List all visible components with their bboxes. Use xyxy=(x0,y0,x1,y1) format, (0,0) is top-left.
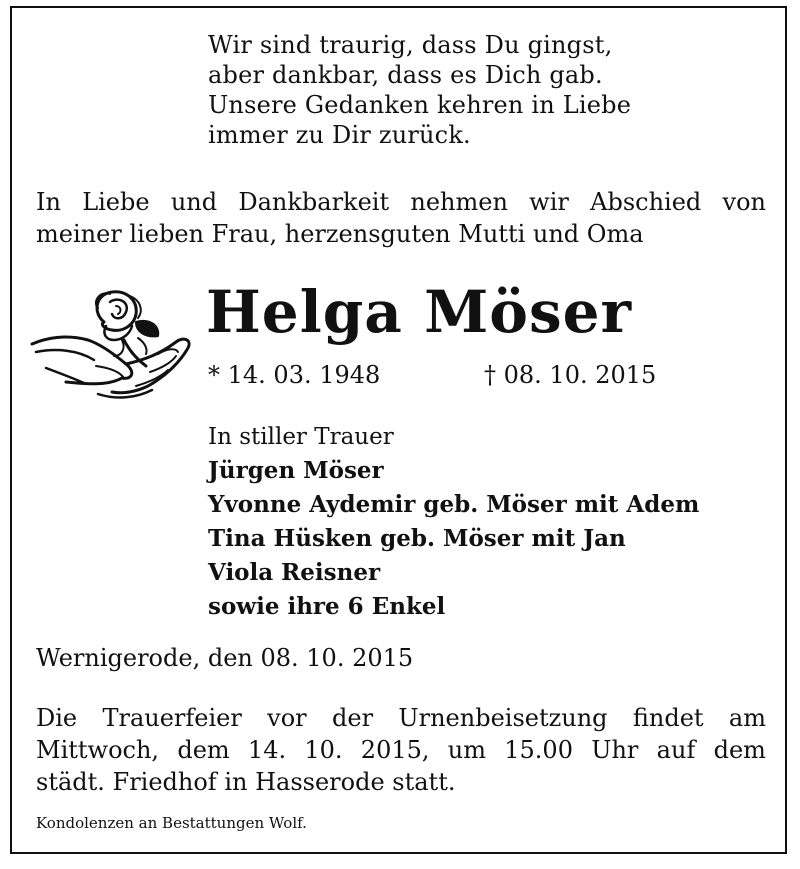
intro-word: In xyxy=(36,188,61,216)
service-word: 2015, xyxy=(360,736,430,764)
service-word: Urnenbeisetzung xyxy=(398,704,608,732)
intro-word: von xyxy=(722,188,766,216)
service-line-3: städt. Friedhof in Hasserode statt. xyxy=(36,768,456,796)
intro-word: und xyxy=(170,188,218,216)
mourner-name: Viola Reisner xyxy=(208,559,381,586)
mourners-heading: In stiller Trauer xyxy=(208,424,394,450)
poem xyxy=(208,30,631,150)
service-word: Die xyxy=(36,704,78,732)
mourners-list xyxy=(208,420,699,624)
service-word: Uhr xyxy=(591,736,639,764)
deceased-name: Helga Möser xyxy=(206,278,633,346)
place-and-date: Wernigerode, den 08. 10. 2015 xyxy=(36,644,414,672)
service-word: 15.00 xyxy=(504,736,573,764)
intro-word: Dankbarkeit xyxy=(238,188,390,216)
service-line-1 xyxy=(36,702,766,734)
intro-line-1 xyxy=(36,186,766,218)
service-word: vor xyxy=(267,704,307,732)
death-date: † 08. 10. 2015 xyxy=(484,361,657,389)
service-word: findet xyxy=(632,704,704,732)
mourner-name: Yvonne Aydemir geb. Möser mit Adem xyxy=(208,491,700,518)
intro-word: wir xyxy=(529,188,569,216)
mourner-name: Tina Hüsken geb. Möser mit Jan xyxy=(208,525,626,552)
service-word: dem xyxy=(177,736,230,764)
service-word: Trauerfeier xyxy=(102,704,242,732)
service-line-2 xyxy=(36,734,766,766)
service-word: der xyxy=(332,704,374,732)
birth-date: * 14. 03. 1948 xyxy=(208,361,381,389)
intro-word: nehmen xyxy=(410,188,508,216)
service-word: am xyxy=(728,704,766,732)
intro-text xyxy=(36,186,766,250)
poem-line: Unsere Gedanken kehren in Liebe xyxy=(208,91,632,119)
service-word: Mittwoch, xyxy=(36,736,160,764)
intro-line-2: meiner lieben Frau, herzensguten Mutti und Oma xyxy=(36,220,644,248)
service-word: dem xyxy=(713,736,766,764)
poem-line: immer zu Dir zurück. xyxy=(208,121,471,149)
condolence-note: Kondolenzen an Bestattungen Wolf. xyxy=(36,814,307,832)
service-word: 14. xyxy=(247,736,287,764)
rose-in-hands-icon xyxy=(26,282,198,404)
service-word: um xyxy=(447,736,486,764)
poem-line: Wir sind traurig, dass Du gingst, xyxy=(208,31,613,59)
mourner-name: sowie ihre 6 Enkel xyxy=(208,593,446,620)
funeral-service-text xyxy=(36,702,766,798)
service-word: 10. xyxy=(304,736,343,764)
poem-line: aber dankbar, dass es Dich gab. xyxy=(208,61,603,89)
service-word: auf xyxy=(656,736,696,764)
intro-word: Liebe xyxy=(82,188,150,216)
mourner-name: Jürgen Möser xyxy=(208,457,384,484)
intro-word: Abschied xyxy=(590,188,702,216)
